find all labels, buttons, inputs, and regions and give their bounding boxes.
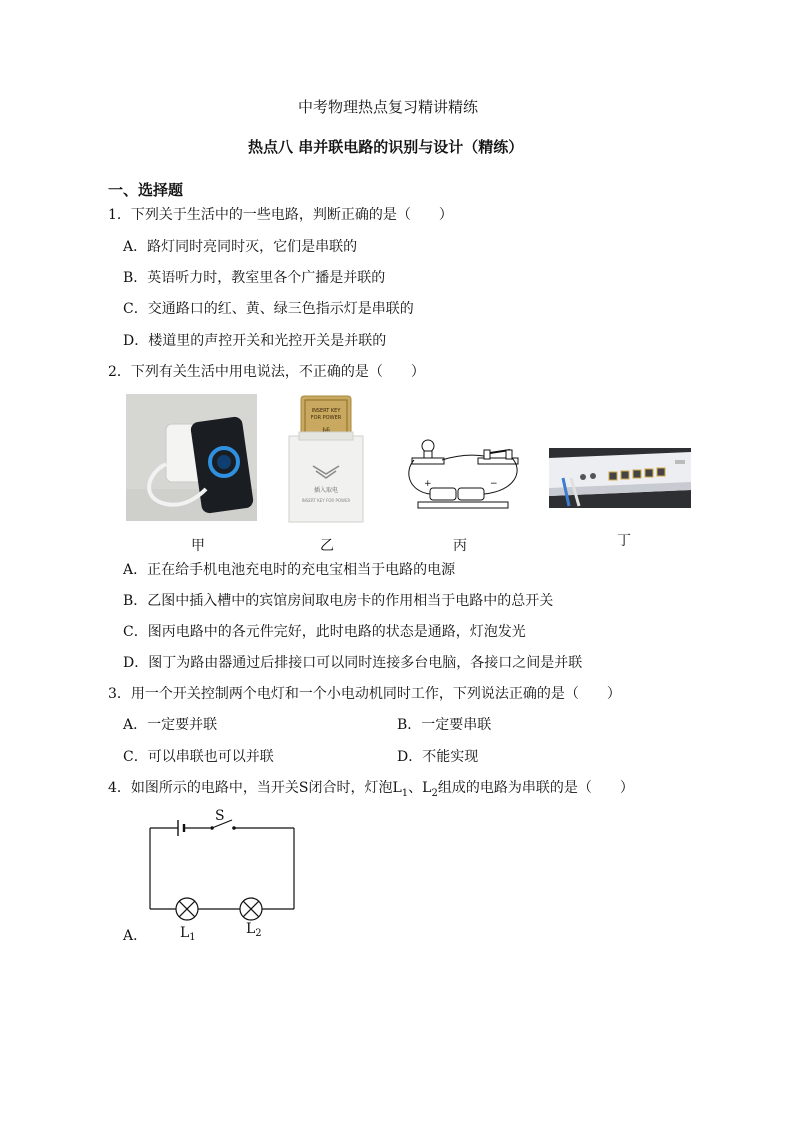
- q4-stem-mid: 、L: [408, 780, 432, 796]
- holder-text-cn: 插入取电: [313, 487, 339, 494]
- svg-text:+: +: [424, 479, 432, 489]
- lamp-2-label: $L_2$: [246, 921, 262, 939]
- question-2-option-c: C．图丙电路中的各元件完好，此时电路的状态是通路，灯泡发光: [123, 624, 526, 640]
- q4-stem-pre: 4．如图所示的电路中，当开关S闭合时，灯泡L: [108, 780, 402, 796]
- power-bank-photo: [126, 394, 257, 521]
- switch-label: S: [215, 808, 225, 824]
- page-title: 中考物理热点复习精讲精练: [298, 98, 479, 116]
- question-3-option-a: A．一定要并联: [123, 717, 218, 733]
- key-card-photo: [287, 394, 365, 524]
- lamp-1-label: $L_1$: [180, 925, 196, 943]
- card-text-line1: INSERT KEY: [311, 408, 341, 414]
- card-text-line2: FOR POWER: [310, 415, 342, 421]
- question-3-stem: 3．用一个开关控制两个电灯和一个小电动机同时工作，下列说法正确的是（ ）: [108, 686, 621, 702]
- page-subtitle: 热点八 串并联电路的识别与设计（精练）: [248, 138, 524, 156]
- question-1-option-c: C．交通路口的红、黄、绿三色指示灯是串联的: [123, 301, 414, 317]
- figure-caption-ding: 丁: [617, 533, 631, 549]
- question-4-stem: [108, 779, 634, 803]
- question-1-option-d: D．楼道里的声控开关和光控开关是并联的: [123, 333, 387, 349]
- question-2-option-b: B．乙图中插入槽中的宾馆房间取电房卡的作用相当于电路中的总开关: [123, 593, 554, 609]
- holder-text-en: INSERT KEY FOR POWER: [301, 498, 351, 503]
- q4-stem-post: 组成的电路为串联的是（ ）: [437, 780, 634, 796]
- question-3-option-d: D．不能实现: [397, 749, 479, 765]
- question-1-stem: 1．下列关于生活中的一些电路，判断正确的是（ ）: [108, 207, 453, 223]
- svg-text:−: −: [490, 479, 498, 489]
- question-2-option-a: A．正在给手机电池充电时的充电宝相当于电路的电源: [123, 562, 456, 578]
- figure-caption-jia: 甲: [191, 538, 205, 554]
- figure-caption-bing: 丙: [453, 538, 467, 554]
- router-photo: [549, 448, 691, 508]
- q4-sub-1: 1: [401, 787, 409, 799]
- question-1-option-a: A．路灯同时亮同时灭，它们是串联的: [123, 239, 358, 255]
- circuit-drawing-bing: [400, 436, 525, 514]
- question-4-option-a: A．: [123, 928, 148, 944]
- figure-caption-yi: 乙: [320, 538, 334, 554]
- circuit-diagram-a: [140, 805, 310, 945]
- question-2-option-d: D．图丁为路由器通过后排接口可以同时连接多台电脑，各接口之间是并联: [123, 655, 583, 671]
- question-2-stem: 2．下列有关生活中用电说法，不正确的是（ ）: [108, 364, 425, 380]
- question-3-option-c: C．可以串联也可以并联: [123, 749, 274, 765]
- q4-sub-2: 2: [431, 787, 438, 799]
- question-1-option-b: B．英语听力时，教室里各个广播是并联的: [123, 270, 386, 286]
- section-heading: 一、选择题: [108, 181, 184, 199]
- question-3-option-b: B．一定要串联: [397, 717, 492, 733]
